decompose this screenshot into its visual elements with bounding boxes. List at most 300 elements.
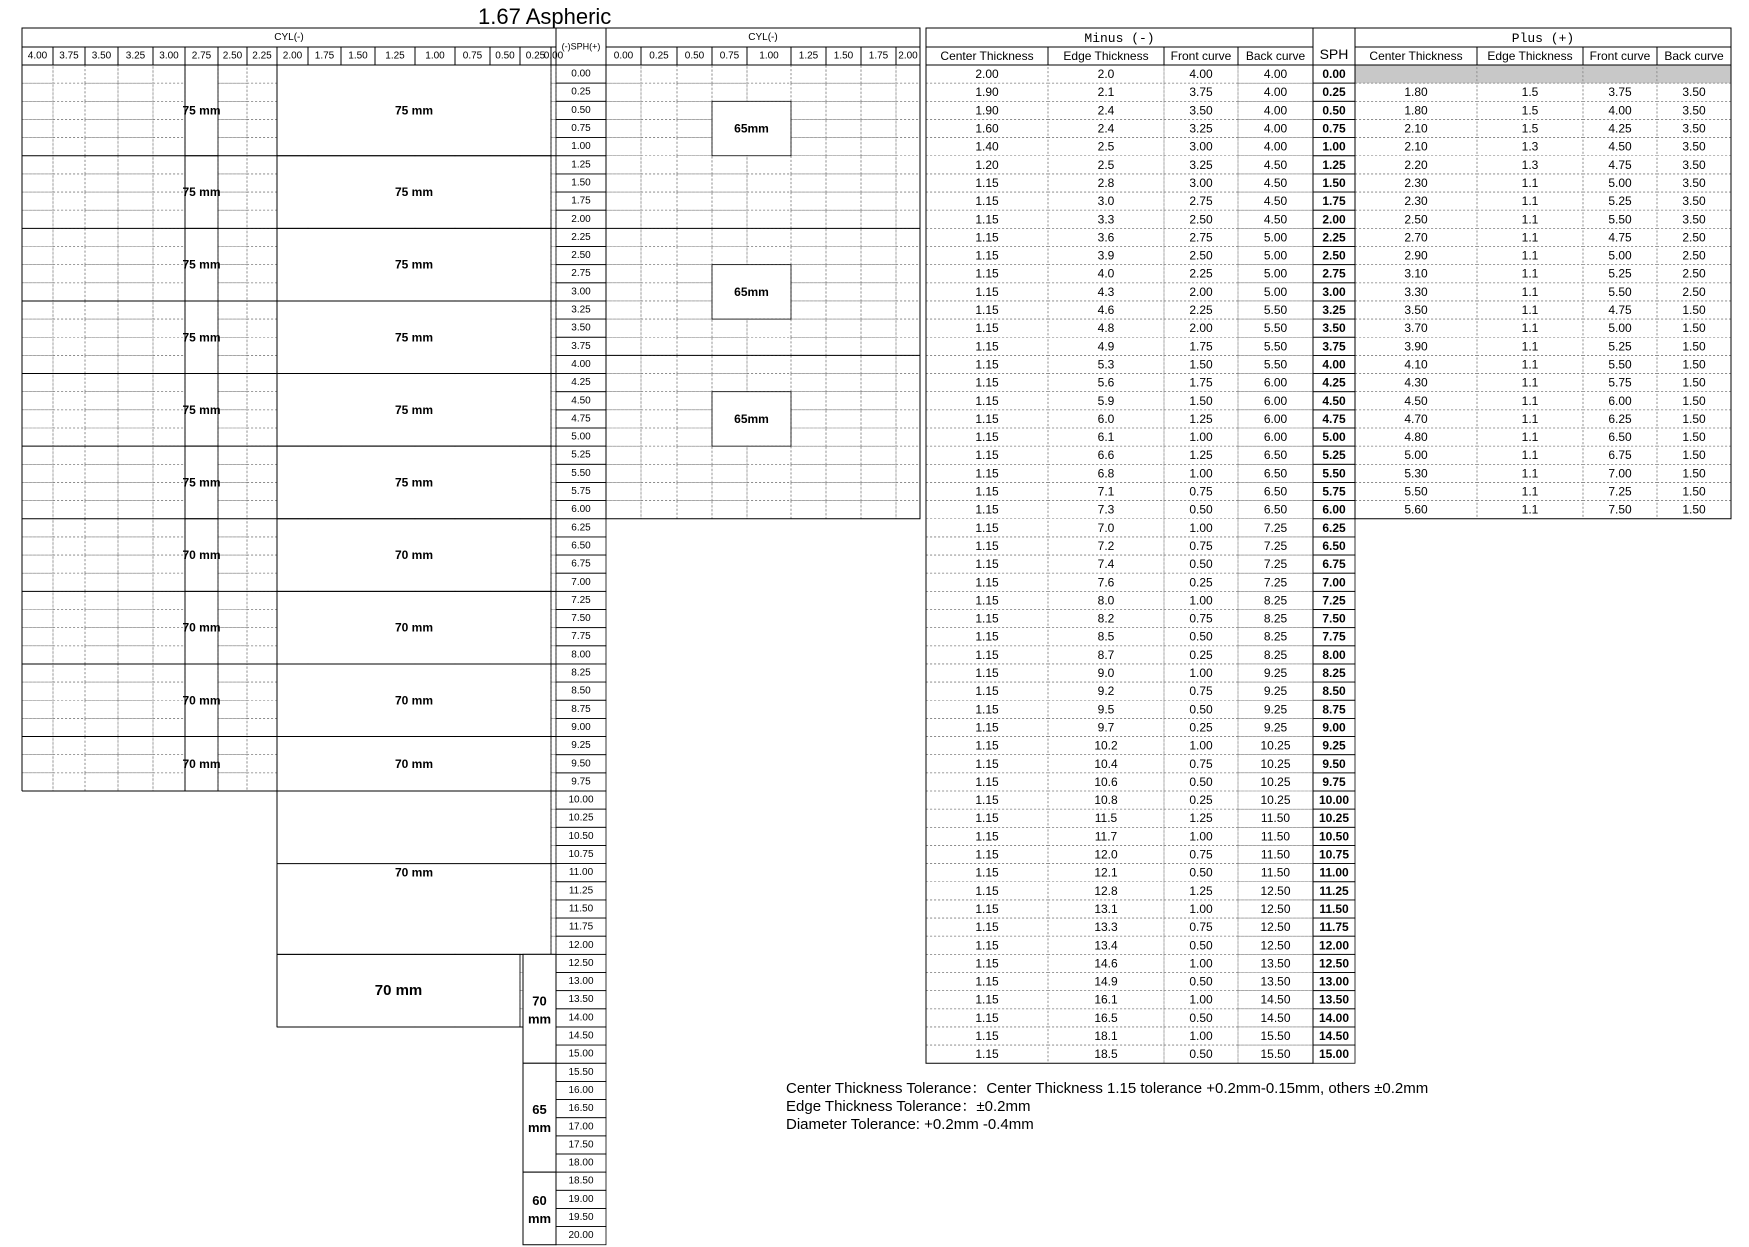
plus-fc-13: 4.75 — [1608, 303, 1632, 318]
minus-fc-36: 0.25 — [1189, 720, 1213, 735]
plus-bc-20: 1.50 — [1682, 430, 1706, 445]
grid-cell — [641, 337, 677, 355]
minus-cyl-header: CYL(-) — [274, 32, 304, 43]
minus-fc-47: 0.75 — [1189, 920, 1213, 935]
plus-ct-13: 3.50 — [1404, 303, 1428, 318]
grid-cell — [53, 83, 85, 101]
minus-col-header-2: Front curve — [1170, 49, 1232, 63]
grid-cell — [747, 83, 791, 101]
plus-bc-7: 3.50 — [1682, 194, 1706, 209]
minus-ct-31: 1.15 — [975, 629, 999, 644]
minus-fc-41: 1.25 — [1189, 811, 1213, 826]
grid-cell — [22, 392, 53, 410]
minus-cyl-value-0: 4.00 — [27, 50, 48, 62]
grid-cell — [747, 228, 791, 246]
grid-cell — [551, 864, 556, 882]
grid-cell — [896, 392, 920, 410]
grid-cell — [118, 301, 153, 319]
minus-bc-2: 4.00 — [1263, 103, 1288, 118]
grid-cell — [218, 355, 247, 373]
grid-cell — [218, 247, 247, 265]
grid-cell — [747, 374, 791, 392]
plus-data-cell — [1477, 65, 1583, 83]
minus-ct-14: 1.15 — [975, 321, 999, 336]
grid-cell — [218, 573, 247, 591]
grid-cell — [218, 700, 247, 718]
grid-cell — [677, 210, 712, 228]
minus-cyl-value-8: 2.00 — [282, 50, 303, 62]
grid-cell — [247, 718, 277, 736]
minus-fc-28: 0.25 — [1189, 575, 1213, 590]
grid-cell — [896, 482, 920, 500]
minus-et-4: 2.5 — [1097, 139, 1115, 154]
minus-fc-16: 1.50 — [1189, 357, 1213, 372]
minus-et-47: 13.3 — [1094, 920, 1118, 935]
minus-et-42: 11.7 — [1094, 829, 1118, 844]
minus-ct-7: 1.15 — [975, 194, 999, 209]
grid-cell — [896, 410, 920, 428]
plus-ct-4: 2.10 — [1404, 139, 1428, 154]
grid-cell — [247, 700, 277, 718]
grid-cell — [247, 737, 277, 755]
grid-cell — [791, 392, 826, 410]
grid-cell — [712, 156, 747, 174]
minus-et-34: 9.2 — [1097, 684, 1115, 699]
grid-cell — [551, 138, 556, 156]
minus-fc-23: 0.75 — [1189, 484, 1213, 499]
grid-cell — [53, 555, 85, 573]
minus-cyl-value-7: 2.25 — [252, 50, 272, 62]
plus-bc-12: 2.50 — [1682, 284, 1706, 299]
grid-cell — [218, 283, 247, 301]
grid-cell — [247, 355, 277, 373]
grid-cell — [551, 337, 556, 355]
grid-cell — [606, 392, 641, 410]
grid-cell — [641, 138, 677, 156]
minus-bc-25: 7.25 — [1263, 520, 1288, 535]
plus-ct-22: 5.30 — [1404, 466, 1428, 481]
grid-cell — [247, 156, 277, 174]
grid-cell — [85, 101, 118, 119]
grid-cell — [861, 83, 896, 101]
minus-col-header-3: Back curve — [1245, 49, 1306, 63]
sph-value-54: 15.00 — [568, 1048, 594, 1060]
grid-cell — [85, 156, 118, 174]
spec-sph-value-35: 8.75 — [1322, 702, 1346, 717]
minus-cyl-value-10: 1.50 — [348, 50, 368, 62]
grid-cell — [861, 101, 896, 119]
grid-cell — [218, 646, 247, 664]
grid-cell — [861, 174, 896, 192]
grid-cell — [826, 192, 861, 210]
grid-cell — [861, 392, 896, 410]
grid-cell — [551, 392, 556, 410]
sph-value-50: 13.00 — [568, 976, 594, 988]
grid-cell — [551, 156, 556, 174]
grid-cell — [641, 174, 677, 192]
grid-cell — [22, 591, 53, 609]
minus-fc-10: 2.50 — [1189, 248, 1213, 263]
grid-cell — [712, 319, 747, 337]
grid-cell — [551, 882, 556, 900]
spec-sph-value-27: 6.75 — [1322, 557, 1346, 572]
grid-cell — [712, 374, 747, 392]
grid-cell — [606, 319, 641, 337]
grid-cell — [896, 228, 920, 246]
grid-cell — [53, 337, 85, 355]
grid-cell — [22, 610, 53, 628]
grid-cell — [118, 482, 153, 500]
plus-col-header-0: Center Thickness — [1369, 49, 1463, 63]
grid-cell — [247, 628, 277, 646]
sph-value-28: 7.00 — [571, 576, 591, 588]
grid-cell — [826, 410, 861, 428]
grid-cell — [22, 174, 53, 192]
grid-cell — [896, 428, 920, 446]
minus-et-10: 3.9 — [1097, 248, 1115, 263]
spec-sph-value-25: 6.25 — [1322, 520, 1346, 535]
grid-cell — [53, 628, 85, 646]
grid-cell — [606, 174, 641, 192]
grid-cell — [826, 428, 861, 446]
spec-sph-header: SPH — [1319, 46, 1349, 62]
grid-cell — [551, 410, 556, 428]
grid-cell — [85, 410, 118, 428]
grid-cell — [606, 247, 641, 265]
grid-cell — [791, 410, 826, 428]
grid-cell — [861, 138, 896, 156]
spec-sph-value-45: 11.25 — [1319, 883, 1349, 898]
minus-bc-17: 6.00 — [1263, 375, 1288, 390]
minus-et-23: 7.1 — [1097, 484, 1115, 499]
grid-cell — [153, 755, 185, 773]
minus-ct-54: 1.15 — [975, 1047, 999, 1062]
grid-cell — [826, 210, 861, 228]
grid-cell — [22, 65, 53, 83]
grid-cell — [22, 573, 53, 591]
plus-ct-7: 2.30 — [1404, 194, 1428, 209]
minus-fc-50: 0.50 — [1189, 974, 1213, 989]
plus-bc-11: 2.50 — [1682, 266, 1706, 281]
grid-cell — [551, 537, 556, 555]
grid-cell — [247, 555, 277, 573]
sph-value-38: 9.50 — [571, 758, 591, 770]
plus-bc-1: 3.50 — [1682, 85, 1706, 100]
grid-cell — [247, 428, 277, 446]
plus-fc-6: 5.00 — [1608, 175, 1632, 190]
minus-fc-44: 0.50 — [1189, 865, 1213, 880]
minus-et-8: 3.3 — [1097, 212, 1115, 227]
grid-cell — [896, 192, 920, 210]
grid-cell — [641, 446, 677, 464]
plus-et-21: 1.1 — [1521, 448, 1539, 463]
grid-cell — [606, 156, 641, 174]
spec-sph-value-46: 11.50 — [1319, 901, 1349, 916]
minus-bc-48: 12.50 — [1260, 938, 1291, 953]
minus-bc-29: 8.25 — [1263, 593, 1288, 608]
spec-sph-value-48: 12.00 — [1318, 938, 1350, 953]
plus-cyl-header: CYL(-) — [748, 32, 778, 43]
grid-cell — [677, 319, 712, 337]
grid-cell — [791, 428, 826, 446]
sph-value-3: 0.75 — [571, 123, 591, 135]
grid-cell — [53, 247, 85, 265]
grid-cell — [826, 446, 861, 464]
minus-bc-7: 4.50 — [1263, 194, 1288, 209]
minus-bc-33: 9.25 — [1263, 666, 1288, 681]
grid-cell — [118, 700, 153, 718]
grid-cell — [861, 337, 896, 355]
minus-fc-54: 0.50 — [1189, 1047, 1213, 1062]
minus-bc-51: 14.50 — [1260, 992, 1291, 1007]
grid-cell — [861, 446, 896, 464]
grid-cell — [791, 355, 826, 373]
plus-bc-19: 1.50 — [1682, 411, 1706, 426]
grid-cell — [677, 192, 712, 210]
minus-ct-22: 1.15 — [975, 466, 999, 481]
grid-cell — [641, 192, 677, 210]
grid-cell — [53, 718, 85, 736]
sph-value-12: 3.00 — [571, 286, 591, 298]
grid-cell — [677, 247, 712, 265]
spec-sph-value-44: 11.00 — [1319, 865, 1349, 880]
plus-et-6: 1.1 — [1521, 175, 1539, 190]
grid-cell — [85, 247, 118, 265]
grid-cell — [118, 737, 153, 755]
minus-ct-10: 1.15 — [975, 248, 999, 263]
grid-cell — [551, 646, 556, 664]
minus-fc-31: 0.50 — [1189, 629, 1213, 644]
grid-cell — [826, 83, 861, 101]
page-title: 1.67 Aspheric — [478, 4, 612, 29]
plus-fc-23: 7.25 — [1608, 484, 1632, 499]
spec-sph-value-4: 1.00 — [1322, 139, 1346, 154]
grid-cell — [747, 501, 791, 519]
grid-cell — [118, 355, 153, 373]
grid-cell — [22, 83, 53, 101]
minus-ct-35: 1.15 — [975, 702, 999, 717]
minus-et-54: 18.5 — [1094, 1047, 1118, 1062]
minus-fc-22: 1.00 — [1189, 466, 1213, 481]
spec-sph-value-33: 8.25 — [1322, 666, 1346, 681]
grid-cell — [118, 65, 153, 83]
minus-block-label-0: 75 mm — [182, 103, 221, 118]
sph-value-11: 2.75 — [571, 268, 591, 280]
spec-sph-value-5: 1.25 — [1322, 157, 1346, 172]
grid-cell — [641, 301, 677, 319]
grid-cell — [247, 646, 277, 664]
grid-cell — [218, 265, 247, 283]
grid-cell — [53, 591, 85, 609]
grid-cell — [747, 247, 791, 265]
grid-cell — [85, 773, 118, 791]
grid-cell — [153, 628, 185, 646]
grid-cell — [896, 83, 920, 101]
minus-block-label-10: 75 mm — [182, 475, 221, 490]
grid-cell — [53, 537, 85, 555]
minus-cyl-value-13: 0.75 — [462, 50, 483, 62]
grid-cell — [791, 247, 826, 265]
narrow-diameter-block — [523, 1063, 556, 1172]
grid-cell — [118, 119, 153, 137]
grid-cell — [218, 519, 247, 537]
spec-sph-value-38: 9.50 — [1322, 756, 1346, 771]
minus-et-0: 2.0 — [1097, 67, 1115, 82]
minus-ct-20: 1.15 — [975, 430, 999, 445]
plus-et-3: 1.5 — [1521, 121, 1539, 136]
grid-cell — [677, 265, 712, 283]
grid-cell — [641, 210, 677, 228]
grid-cell — [22, 210, 53, 228]
minus-fc-40: 0.25 — [1189, 793, 1213, 808]
plus-fc-3: 4.25 — [1608, 121, 1632, 136]
grid-cell — [85, 682, 118, 700]
grid-cell — [53, 501, 85, 519]
plus-et-9: 1.1 — [1521, 230, 1539, 245]
tolerance-notes — [786, 1080, 1428, 1134]
sph-value-22: 5.50 — [571, 467, 591, 479]
grid-cell — [791, 446, 826, 464]
minus-block-label-9: 75 mm — [394, 402, 434, 417]
grid-cell — [218, 319, 247, 337]
grid-cell — [896, 156, 920, 174]
spec-sph-value-13: 3.25 — [1322, 303, 1346, 318]
minus-bc-20: 6.00 — [1263, 430, 1288, 445]
grid-cell — [747, 446, 791, 464]
grid-cell — [153, 573, 185, 591]
plus-data-cell — [1583, 65, 1657, 83]
grid-cell — [53, 392, 85, 410]
sph-value-29: 7.25 — [571, 594, 591, 606]
minus-fc-27: 0.50 — [1189, 557, 1213, 572]
grid-cell — [677, 83, 712, 101]
grid-cell — [22, 283, 53, 301]
grid-cell — [153, 610, 185, 628]
minus-ct-8: 1.15 — [975, 212, 999, 227]
grid-cell — [826, 247, 861, 265]
minus-fc-33: 1.00 — [1189, 666, 1213, 681]
grid-cell — [826, 374, 861, 392]
grid-cell — [896, 101, 920, 119]
minus-bc-44: 11.50 — [1260, 865, 1291, 880]
sph-value-15: 3.75 — [571, 340, 591, 352]
grid-cell — [747, 174, 791, 192]
grid-cell — [53, 773, 85, 791]
plus-block-label-2: 65mm — [734, 411, 769, 426]
grid-cell — [153, 537, 185, 555]
minus-cyl-value-14: 0.50 — [495, 50, 515, 62]
plus-cyl-value-0: 0.00 — [613, 50, 634, 62]
minus-ct-15: 1.15 — [975, 339, 999, 354]
grid-cell — [118, 83, 153, 101]
grid-cell — [53, 374, 85, 392]
grid-cell — [712, 464, 747, 482]
grid-cell — [247, 65, 277, 83]
plus-et-8: 1.1 — [1521, 212, 1539, 227]
grid-cell — [85, 519, 118, 537]
grid-cell — [861, 301, 896, 319]
plus-cyl-value-4: 1.00 — [759, 50, 779, 62]
grid-cell — [896, 283, 920, 301]
grid-cell — [826, 174, 861, 192]
minus-group-header: Minus (-) — [1084, 31, 1155, 46]
minus-cyl-value-5: 2.75 — [191, 50, 212, 62]
grid-cell — [896, 119, 920, 137]
minus-bc-38: 10.25 — [1260, 756, 1291, 771]
plus-et-17: 1.1 — [1521, 375, 1539, 390]
minus-block-label-7: 75 mm — [394, 330, 434, 345]
grid-cell — [53, 301, 85, 319]
grid-cell — [551, 628, 556, 646]
minus-bc-18: 6.00 — [1263, 393, 1288, 408]
grid-cell — [677, 101, 712, 119]
sph-value-49: 12.50 — [568, 957, 594, 969]
minus-ct-46: 1.15 — [975, 901, 999, 916]
plus-ct-8: 2.50 — [1404, 212, 1428, 227]
plus-et-22: 1.1 — [1521, 466, 1539, 481]
grid-cell — [551, 918, 556, 936]
minus-et-38: 10.4 — [1094, 756, 1118, 771]
minus-bc-42: 11.50 — [1260, 829, 1291, 844]
minus-et-41: 11.5 — [1094, 811, 1118, 826]
grid-cell — [53, 573, 85, 591]
grid-cell — [677, 337, 712, 355]
grid-cell — [218, 337, 247, 355]
minus-cyl-value-1: 3.75 — [59, 50, 79, 62]
minus-ct-19: 1.15 — [975, 411, 999, 426]
grid-cell — [677, 283, 712, 301]
grid-cell — [606, 119, 641, 137]
plus-fc-8: 5.50 — [1608, 212, 1632, 227]
grid-cell — [22, 355, 53, 373]
grid-cell — [118, 247, 153, 265]
grid-cell — [826, 156, 861, 174]
plus-et-11: 1.1 — [1521, 266, 1539, 281]
grid-cell — [53, 319, 85, 337]
grid-cell — [218, 555, 247, 573]
minus-et-48: 13.4 — [1094, 938, 1118, 953]
minus-fc-14: 2.00 — [1189, 321, 1213, 336]
plus-et-24: 1.1 — [1521, 502, 1539, 517]
minus-fc-2: 3.50 — [1189, 103, 1213, 118]
minus-col-header-0: Center Thickness — [940, 49, 1034, 63]
grid-cell — [791, 265, 826, 283]
minus-ct-23: 1.15 — [975, 484, 999, 499]
minus-ct-49: 1.15 — [975, 956, 999, 971]
grid-cell — [712, 174, 747, 192]
minus-fc-51: 1.00 — [1189, 992, 1213, 1007]
grid-cell — [218, 446, 247, 464]
minus-ct-37: 1.15 — [975, 738, 999, 753]
grid-cell — [247, 192, 277, 210]
plus-fc-5: 4.75 — [1608, 157, 1632, 172]
plus-ct-10: 2.90 — [1404, 248, 1428, 263]
spec-sph-value-18: 4.50 — [1322, 393, 1346, 408]
spec-sph-value-14: 3.50 — [1322, 321, 1346, 336]
minus-block-label-16: 70 mm — [182, 693, 221, 708]
minus-ct-36: 1.15 — [975, 720, 999, 735]
minus-bc-34: 9.25 — [1263, 684, 1288, 699]
grid-cell — [22, 319, 53, 337]
minus-et-11: 4.0 — [1097, 266, 1115, 281]
grid-cell — [677, 446, 712, 464]
minus-fc-11: 2.25 — [1189, 266, 1213, 281]
grid-cell — [22, 628, 53, 646]
minus-block-label-19: 70 mm — [394, 756, 434, 771]
plus-data-cell — [1657, 65, 1731, 83]
plus-ct-9: 2.70 — [1404, 230, 1428, 245]
grid-cell — [85, 428, 118, 446]
